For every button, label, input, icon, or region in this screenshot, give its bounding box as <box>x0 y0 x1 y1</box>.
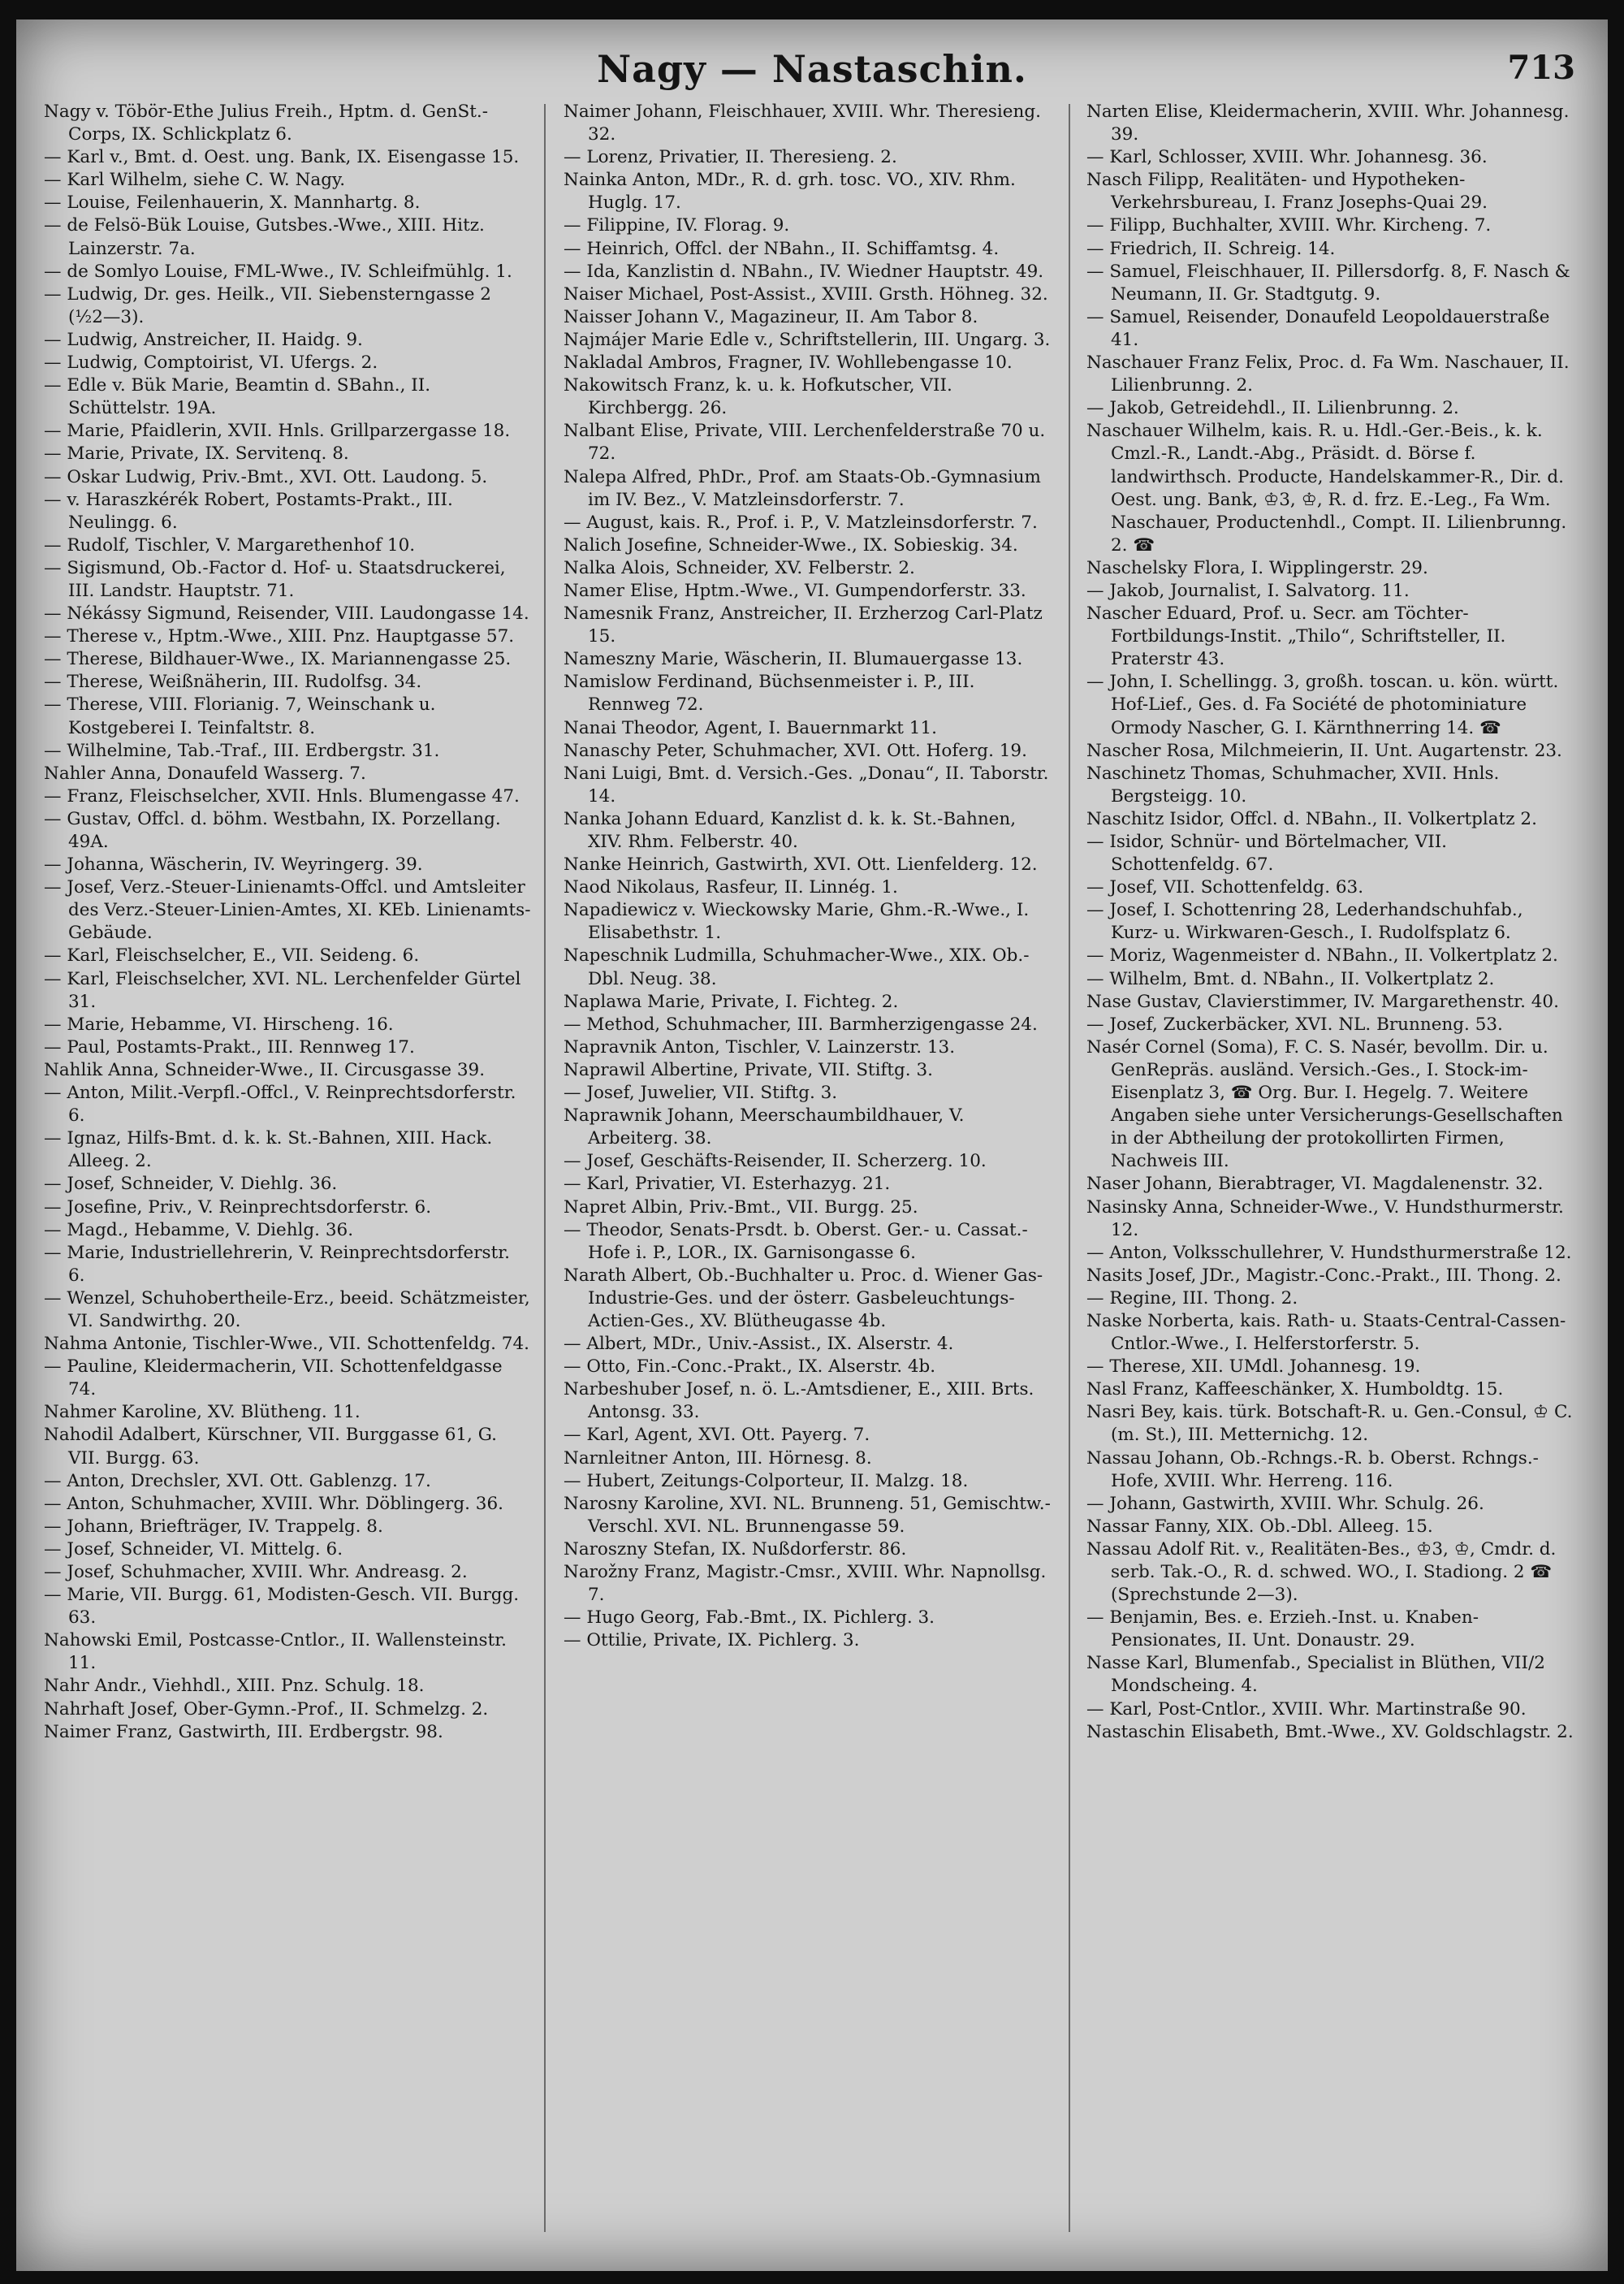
directory-entry: Nassau Adolf Rit. v., Realitäten-Bes., ♔3, ♔, Cmdr. d. serb. Tak.-O., R. d. schwed. WO., I. Stadiong. 2 ☎ (Sprechstunde 2—3). <box>1086 1538 1557 1606</box>
directory-entry: — Filippine, IV. Florag. 9. <box>564 215 790 236</box>
directory-entry: — Therese, Weißnäherin, III. Rudolfsg. 34. <box>44 672 422 693</box>
directory-entry: — Wilhelmine, Tab.-Traf., III. Erdbergstr. 31. <box>44 740 440 761</box>
directory-entry: — Therese, XII. UMdl. Johannesg. 19. <box>1086 1356 1421 1378</box>
directory-entry: Nani Luigi, Bmt. d. Versich.-Ges. „Donau“, II. Taborstr. 14. <box>564 763 1049 807</box>
directory-entry: — Josef, Schuhmacher, XVIII. Whr. Andreasg. 2. <box>44 1562 468 1582</box>
directory-entry: Napadiewicz v. Wieckowsky Marie, Ghm.-R.-Wwe., I. Elisabethstr. 1. <box>564 900 1030 944</box>
directory-entry: — Karl, Fleischselcher, XVI. NL. Lerchenfelder Gürtel 31. <box>44 968 521 1012</box>
column-2 <box>564 101 1051 2245</box>
directory-entry: — Ignaz, Hilfs-Bmt. d. k. k. St.-Bahnen, XIII. Hack. Alleeg. 2. <box>44 1128 493 1172</box>
directory-entry: Napeschnik Ludmilla, Schuhmacher-Wwe., XIX. Ob.-Dbl. Neug. 38. <box>564 945 1030 989</box>
page-number: 713 <box>1507 49 1575 87</box>
directory-entry: Nasér Cornel (Soma), F. C. S. Nasér, bevollm. Dir. u. GenRepräs. ausländ. Versich.-Ges., I. Stock-im-Eisenplatz 3, ☎ Org. Bur. I. Hegelg. 7. Weitere Angaben siehe unter Versicherungs-Gesellschaften in der Abtheilung der protokollirten Firmen, Nachweis III. <box>1086 1036 1563 1172</box>
directory-entry: Nastaschin Elisabeth, Bmt.-Wwe., XV. Goldschlagstr. 2. <box>1086 1721 1574 1742</box>
directory-entry: Naschinetz Thomas, Schuhmacher, XVII. Hnls. Bergsteigg. 10. <box>1086 763 1500 807</box>
directory-entry: Narosny Karoline, XVI. NL. Brunneng. 51, Gemischtw.-Verschl. XVI. NL. Brunnengasse 59. <box>564 1493 1051 1537</box>
directory-entry: Nanaschy Peter, Schuhmacher, XVI. Ott. Hoferg. 19. <box>564 740 1027 761</box>
directory-entry: — John, I. Schellingg. 3, großh. toscan. u. kön. württ. Hof-Lief., Ges. d. Fa Société de photominiature Ormody Nascher, G. I. Kärnthnerring 14. ☎ <box>1086 672 1559 738</box>
directory-entry: Naprawil Albertine, Private, VII. Stiftg. 3. <box>564 1059 933 1080</box>
directory-entry: Nasits Josef, JDr., Magistr.-Conc.-Prakt., III. Thong. 2. <box>1086 1265 1561 1286</box>
directory-entry: Naimer Johann, Fleischhauer, XVIII. Whr. Theresieng. 32. <box>564 102 1041 145</box>
directory-entry: — Otto, Fin.-Conc.-Prakt., IX. Alserstr. 4b. <box>564 1356 936 1378</box>
directory-entry: — Louise, Feilenhauerin, X. Mannhartg. 8. <box>44 192 421 214</box>
directory-entry: Nalepa Alfred, PhDr., Prof. am Staats-Ob.-Gymnasium im IV. Bez., V. Matzleinsdorferstr. 7. <box>564 466 1041 510</box>
directory-entry: Nameszny Marie, Wäscherin, II. Blumauergasse 13. <box>564 649 1023 670</box>
directory-entry: Najmájer Marie Edle v., Schriftstellerin, III. Ungarg. 3. <box>564 329 1051 350</box>
directory-entry: — Friedrich, II. Schreig. 14. <box>1086 238 1336 259</box>
directory-entry: — Therese, Bildhauer-Wwe., IX. Mariannengasse 25. <box>44 649 512 670</box>
directory-entry: — Franz, Fleischselcher, XVII. Hnls. Blumengasse 47. <box>44 785 520 807</box>
directory-entry: — Johann, Gastwirth, XVIII. Whr. Schulg. 26. <box>1086 1493 1484 1514</box>
directory-entry: — Karl, Post-Cntlor., XVIII. Whr. Martinstraße 90. <box>1086 1698 1527 1719</box>
directory-entry: — Josef, Schneider, V. Diehlg. 36. <box>44 1174 338 1195</box>
directory-entry: Nahmer Karoline, XV. Blütheng. 11. <box>44 1402 361 1423</box>
directory-entry: Nanka Johann Eduard, Kanzlist d. k. k. St.-Bahnen, XIV. Rhm. Felberstr. 40. <box>564 808 1017 852</box>
directory-entry: Nasch Filipp, Realitäten- und Hypotheken-Verkehrsbureau, I. Franz Josephs-Quai 29. <box>1086 170 1488 214</box>
directory-entry: Nassau Johann, Ob.-Rchngs.-R. b. Oberst. Rchngs.-Hofe, XVIII. Whr. Herreng. 116. <box>1086 1447 1539 1491</box>
directory-entry: — Samuel, Fleischhauer, II. Pillersdorfg. 8, F. Nasch & Neumann, II. Gr. Stadtgutg. 9. <box>1086 261 1570 305</box>
directory-entry: — Ludwig, Dr. ges. Heilk., VII. Siebensterngasse 2 (½2—3). <box>44 283 491 327</box>
directory-entry: — Anton, Milit.-Verpfl.-Offcl., V. Reinprechtsdorferstr. 6. <box>44 1083 516 1127</box>
directory-entry: — Paul, Postamts-Prakt., III. Rennweg 17. <box>44 1036 415 1058</box>
directory-entry: — August, kais. R., Prof. i. P., V. Matzleinsdorferstr. 7. <box>564 512 1038 533</box>
directory-entry: Nalich Josefine, Schneider-Wwe., IX. Sobieskig. 34. <box>564 534 1018 556</box>
directory-entry: Nahlik Anna, Schneider-Wwe., II. Circusgasse 39. <box>44 1059 486 1080</box>
directory-entry: — Edle v. Bük Marie, Beamtin d. SBahn., II. Schüttelstr. 19A. <box>44 375 431 419</box>
directory-entry: — Marie, VII. Burgg. 61, Modisten-Gesch. VII. Burgg. 63. <box>44 1585 520 1629</box>
directory-entry: Naprawnik Johann, Meerschaumbildhauer, V. Arbeiterg. 38. <box>564 1105 965 1149</box>
directory-entry: Nalka Alois, Schneider, XV. Felberstr. 2. <box>564 557 915 578</box>
directory-entry: — Johann, Briefträger, IV. Trappelg. 8. <box>44 1516 383 1537</box>
directory-entry: — Karl v., Bmt. d. Oest. ung. Bank, IX. Eisengasse 15. <box>44 147 520 168</box>
directory-entry: Nascher Rosa, Milchmeierin, II. Unt. Augartenstr. 23. <box>1086 740 1562 761</box>
directory-entry: — Gustav, Offcl. d. böhm. Westbahn, IX. Porzellang. 49A. <box>44 808 501 852</box>
directory-entry: — Josef, Zuckerbäcker, XVI. NL. Brunneng. 53. <box>1086 1014 1503 1035</box>
directory-entry: — Wenzel, Schuhobertheile-Erz., beeid. Schätzmeister, VI. Sandwirthg. 20. <box>44 1287 530 1331</box>
directory-entry: — Karl Wilhelm, siehe C. W. Nagy. <box>44 170 346 191</box>
directory-entry: Nalbant Elise, Private, VIII. Lerchenfelderstraße 70 u. 72. <box>564 421 1046 465</box>
directory-entry: — Anton, Drechsler, XVI. Ott. Gablenzg. 17. <box>44 1470 431 1491</box>
directory-entry: Narbeshuber Josef, n. ö. L.-Amtsdiener, E., XIII. Brts. Antonsg. 33. <box>564 1379 1034 1423</box>
directory-entry: Naske Norberta, kais. Rath- u. Staats-Central-Cassen-Cntlor.-Wwe., I. Helferstorferstr. 5. <box>1086 1310 1566 1355</box>
directory-entry: Nakladal Ambros, Fragner, IV. Wohllebengasse 10. <box>564 353 1013 374</box>
running-head <box>16 44 1608 109</box>
directory-entry: — Oskar Ludwig, Priv.-Bmt., XVI. Ott. Laudong. 5. <box>44 466 488 487</box>
directory-entry: Nahler Anna, Donaufeld Wasserg. 7. <box>44 763 366 784</box>
directory-entry: — Ida, Kanzlistin d. NBahn., IV. Wiedner Hauptstr. 49. <box>564 261 1044 282</box>
directory-entry: Nasinsky Anna, Schneider-Wwe., V. Hundsthurmerstr. 12. <box>1086 1196 1564 1240</box>
directory-entry: — Samuel, Reisender, Donaufeld Leopoldauerstraße 41. <box>1086 306 1550 350</box>
directory-entry: Naimer Franz, Gastwirth, III. Erdbergstr. 98. <box>44 1721 443 1742</box>
directory-entry: Naisser Johann V., Magazineur, II. Am Tabor 8. <box>564 306 978 327</box>
directory-entry: — Karl, Fleischselcher, E., VII. Seideng. 6. <box>44 945 420 967</box>
directory-entry: — Marie, Pfaidlerin, XVII. Hnls. Grillparzergasse 18. <box>44 421 511 442</box>
directory-entry: Nasl Franz, Kaffeeschänker, X. Humboldtg. 15. <box>1086 1379 1504 1400</box>
directory-entry: Napravnik Anton, Tischler, V. Lainzerstr. 13. <box>564 1036 956 1058</box>
directory-entry: — Albert, MDr., Univ.-Assist., IX. Alserstr. 4. <box>564 1334 954 1355</box>
directory-entry: — Therese, VIII. Florianig. 7, Weinschank u. Kostgeberei I. Teinfaltstr. 8. <box>44 694 436 738</box>
directory-entry: — Marie, Private, IX. Servitenq. 8. <box>44 443 349 465</box>
directory-entry: — Theodor, Senats-Prsdt. b. Oberst. Ger.- u. Cassat.-Hofe i. P., LOR., IX. Garnisongasse 6. <box>564 1219 1028 1263</box>
directory-entry: Nasri Bey, kais. türk. Botschaft-R. u. Gen.-Consul, ♔ C. (m. St.), III. Metternichg. 12. <box>1086 1402 1573 1446</box>
directory-entry: — de Felsö-Bük Louise, Gutsbes.-Wwe., XIII. Hitz. Lainzerstr. 7a. <box>44 215 485 259</box>
directory-entry: Namesnik Franz, Anstreicher, II. Erzherzog Carl-Platz 15. <box>564 603 1043 647</box>
directory-entry: Nahma Antonie, Tischler-Wwe., VII. Schottenfeldg. 74. <box>44 1334 529 1355</box>
directory-entry: — Rudolf, Tischler, V. Margarethenhof 10. <box>44 534 416 556</box>
directory-entry: — Josefine, Priv., V. Reinprechtsdorferstr. 6. <box>44 1196 432 1218</box>
directory-entry: Nassar Fanny, XIX. Ob.-Dbl. Alleeg. 15. <box>1086 1516 1433 1537</box>
directory-entry: Namer Elise, Hptm.-Wwe., VI. Gumpendorferstr. 33. <box>564 580 1026 601</box>
directory-entry: — Anton, Schuhmacher, XVIII. Whr. Döblingerg. 36. <box>44 1493 503 1514</box>
directory-entry: Nahodil Adalbert, Kürschner, VII. Burggasse 61, G. VII. Burgg. 63. <box>44 1425 497 1469</box>
directory-entry: Nahowski Emil, Postcasse-Cntlor., II. Wallensteinstr. 11. <box>44 1630 507 1674</box>
directory-page <box>16 19 1608 2271</box>
directory-entry: Nagy v. Töbör-Ethe Julius Freih., Hptm. d. GenSt.-Corps, IX. Schlickplatz 6. <box>44 102 489 145</box>
directory-entry: — Marie, Hebamme, VI. Hirscheng. 16. <box>44 1014 394 1035</box>
directory-entry: Naroszny Stefan, IX. Nußdorferstr. 86. <box>564 1538 907 1559</box>
directory-entry: — Jakob, Journalist, I. Salvatorg. 11. <box>1086 580 1410 601</box>
directory-entry: — Josef, Schneider, VI. Mittelg. 6. <box>44 1538 343 1559</box>
column-1 <box>44 101 531 2245</box>
directory-entry: — Regine, III. Thong. 2. <box>1086 1287 1298 1309</box>
directory-entry: Naplawa Marie, Private, I. Fichteg. 2. <box>564 991 899 1012</box>
directory-entry: Napret Albin, Priv.-Bmt., VII. Burgg. 25. <box>564 1196 918 1218</box>
column-3 <box>1086 101 1574 2245</box>
directory-entry: — Josef, I. Schottenring 28, Lederhandschuhfab., Kurz- u. Wirkwaren-Gesch., I. Rudolfsplatz 6. <box>1086 900 1523 944</box>
directory-entry: Nanke Heinrich, Gastwirth, XVI. Ott. Lienfelderg. 12. <box>564 854 1038 876</box>
directory-entry: Nasse Karl, Blumenfab., Specialist in Blüthen, VII/2 Mondscheing. 4. <box>1086 1653 1545 1697</box>
directory-entry: — Josef, Geschäfts-Reisender, II. Scherzerg. 10. <box>564 1151 987 1172</box>
directory-entry: Nanai Theodor, Agent, I. Bauernmarkt 11. <box>564 717 937 738</box>
directory-entry: — de Somlyo Louise, FML-Wwe., IV. Schleifmühlg. 1. <box>44 261 512 282</box>
directory-entry: — Anton, Volksschullehrer, V. Hundsthurmerstraße 12. <box>1086 1242 1572 1263</box>
directory-entry: — Ottilie, Private, IX. Pichlerg. 3. <box>564 1630 860 1651</box>
directory-entry: — Heinrich, Offcl. der NBahn., II. Schiffamtsg. 4. <box>564 238 1000 259</box>
directory-entry: — Benjamin, Bes. e. Erzieh.-Inst. u. Knaben-Pensionates, II. Unt. Donaustr. 29. <box>1086 1607 1479 1651</box>
directory-entry: — Filipp, Buchhalter, XVIII. Whr. Kircheng. 7. <box>1086 215 1492 236</box>
directory-entry: — Ludwig, Comptoirist, VI. Ufergs. 2. <box>44 353 378 374</box>
directory-entry: — Lorenz, Privatier, II. Theresieng. 2. <box>564 147 897 168</box>
directory-entry: — Marie, Industriellehrerin, V. Reinprechtsdorferstr. 6. <box>44 1242 510 1286</box>
directory-entry: Naiser Michael, Post-Assist., XVIII. Grsth. Höhneg. 32. <box>564 283 1048 305</box>
directory-entry: — Josef, Juwelier, VII. Stiftg. 3. <box>564 1083 838 1104</box>
directory-entry: Narath Albert, Ob.-Buchhalter u. Proc. d. Wiener Gas-Industrie-Ges. und der österr. Gasbeleuchtungs-Actien-Ges., XV. Blütheugasse 4b. <box>564 1265 1043 1331</box>
directory-entry: — Johanna, Wäscherin, IV. Weyringerg. 39. <box>44 854 423 876</box>
directory-entry: — Pauline, Kleidermacherin, VII. Schottenfeldgasse 74. <box>44 1356 503 1400</box>
directory-entry: Naschauer Wilhelm, kais. R. u. Hdl.-Ger.-Beis., k. k. Cmzl.-R., Landt.-Abg., Präsidt. d. Börse f. landwirthsch. Producte, Handelskammer-R., Dir. d. Oest. ung. Bank, ♔3, ♔, R. d. frz. E.-Leg., Fa Wm. Naschauer, Productenhdl., Compt. II. Lilienbrunng. 2. ☎ <box>1086 421 1567 556</box>
directory-entry: Naod Nikolaus, Rasfeur, II. Linnég. 1. <box>564 877 898 898</box>
page-title: Nagy — Nastaschin. <box>597 47 1027 91</box>
directory-entry: Naschauer Franz Felix, Proc. d. Fa Wm. Naschauer, II. Lilienbrunng. 2. <box>1086 353 1570 396</box>
directory-entry: Naschelsky Flora, I. Wipplingerstr. 29. <box>1086 557 1428 578</box>
directory-entry: Narnleitner Anton, III. Hörnesg. 8. <box>564 1447 872 1469</box>
directory-entry: — Ludwig, Anstreicher, II. Haidg. 9. <box>44 329 363 350</box>
directory-entry: — Hugo Georg, Fab.-Bmt., IX. Pichlerg. 3. <box>564 1607 935 1629</box>
directory-entry: — Therese v., Hptm.-Wwe., XIII. Pnz. Hauptgasse 57. <box>44 626 515 647</box>
directory-entry: Narten Elise, Kleidermacherin, XVIII. Whr. Johannesg. 39. <box>1086 102 1570 145</box>
directory-entry: Nakowitsch Franz, k. u. k. Hofkutscher, VII. Kirchbergg. 26. <box>564 375 952 419</box>
directory-entry: — Isidor, Schnür- und Börtelmacher, VII. Schottenfeldg. 67. <box>1086 832 1448 876</box>
directory-entry: — v. Haraszkérék Robert, Postamts-Prakt., III. Neulingg. 6. <box>44 489 453 533</box>
directory-entry: — Nékássy Sigmund, Reisender, VIII. Laudongasse 14. <box>44 603 529 625</box>
directory-entry: — Josef, VII. Schottenfeldg. 63. <box>1086 877 1364 898</box>
directory-entry: Nainka Anton, MDr., R. d. grh. tosc. VO., XIV. Rhm. Huglg. 17. <box>564 170 1016 214</box>
directory-entry: — Method, Schuhmacher, III. Barmherzigengasse 24. <box>564 1014 1038 1035</box>
directory-entry: Nascher Eduard, Prof. u. Secr. am Töchter-Fortbildungs-Instit. „Thilo“, Schriftsteller, II. Praterstr 43. <box>1086 603 1506 670</box>
directory-entry: Nahrhaft Josef, Ober-Gymn.-Prof., II. Schmelzg. 2. <box>44 1698 489 1719</box>
directory-entry: Naschitz Isidor, Offcl. d. NBahn., II. Volkertplatz 2. <box>1086 808 1537 829</box>
directory-entry: Nase Gustav, Clavierstimmer, IV. Margarethenstr. 40. <box>1086 991 1559 1012</box>
directory-entry: — Sigismund, Ob.-Factor d. Hof- u. Staatsdruckerei, III. Landstr. Hauptstr. 71. <box>44 557 506 601</box>
directory-entry: Narožny Franz, Magistr.-Cmsr., XVIII. Whr. Napnollsg. 7. <box>564 1562 1047 1606</box>
directory-entry: — Hubert, Zeitungs-Colporteur, II. Malzg. 18. <box>564 1470 969 1491</box>
directory-entry: — Magd., Hebamme, V. Diehlg. 36. <box>44 1219 354 1240</box>
directory-columns <box>44 101 1583 2245</box>
directory-entry: — Moriz, Wagenmeister d. NBahn., II. Volkertplatz 2. <box>1086 945 1558 967</box>
directory-entry: Nahr Andr., Viehhdl., XIII. Pnz. Schulg. 18. <box>44 1676 425 1697</box>
directory-entry: Naser Johann, Bierabtrager, VI. Magdalenenstr. 32. <box>1086 1174 1544 1195</box>
directory-entry: — Jakob, Getreidehdl., II. Lilienbrunng. 2. <box>1086 398 1459 419</box>
directory-entry: — Josef, Verz.-Steuer-Linienamts-Offcl. und Amtsleiter des Verz.-Steuer-Linien-Amtes, XI. KEb. Linienamts-Gebäude. <box>44 877 531 944</box>
directory-entry: — Karl, Schlosser, XVIII. Whr. Johannesg. 36. <box>1086 147 1488 168</box>
directory-entry: Namislow Ferdinand, Büchsenmeister i. P., III. Rennweg 72. <box>564 672 975 716</box>
directory-entry: — Karl, Agent, XVI. Ott. Payerg. 7. <box>564 1425 870 1446</box>
directory-entry: — Wilhelm, Bmt. d. NBahn., II. Volkertplatz 2. <box>1086 968 1495 989</box>
directory-entry: — Karl, Privatier, VI. Esterhazyg. 21. <box>564 1174 891 1195</box>
